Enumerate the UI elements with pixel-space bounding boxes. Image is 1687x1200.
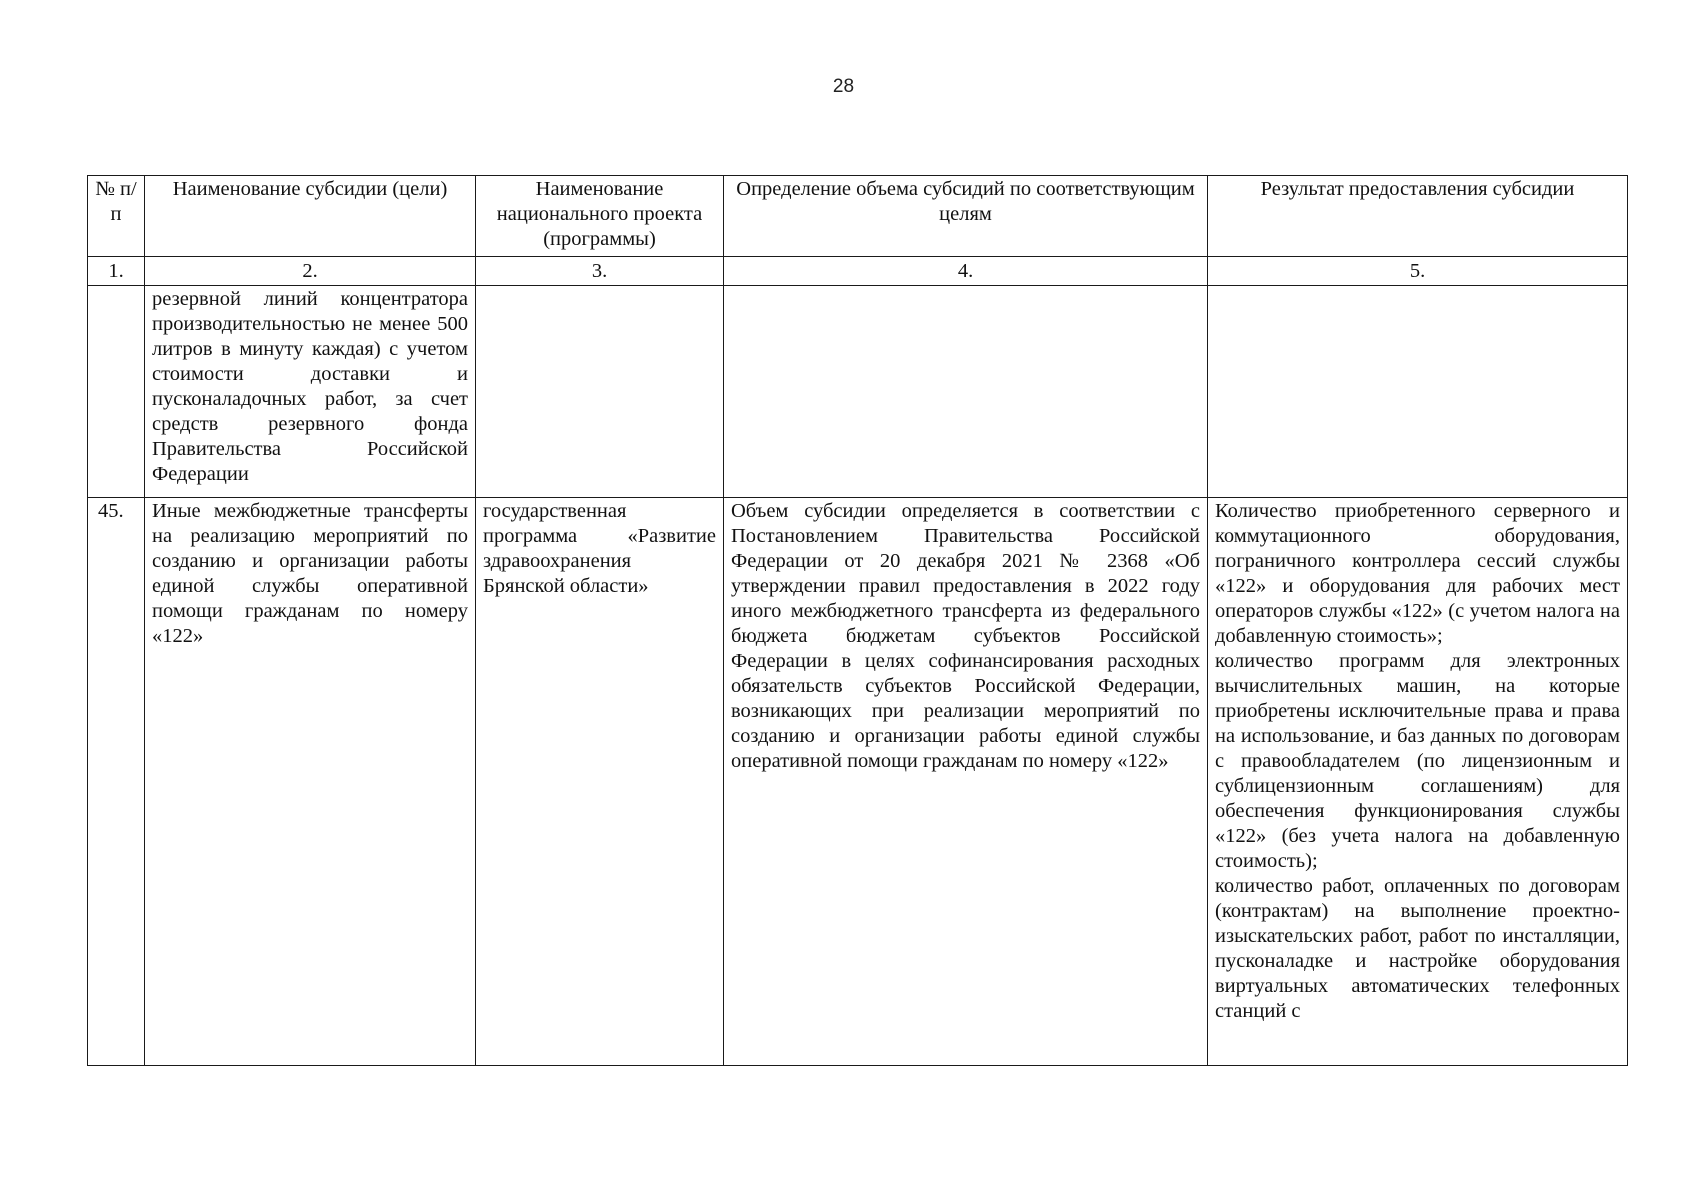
table-row-45 — [88, 498, 1628, 1066]
cell-subsidy-name: резервной линий концентратора производительностью не менее 500 литров в минуту каждая) с учетом стоимости доставки и пусконаладочных работ, за счет средств резервного фонда Правительства Российской Федерации — [145, 286, 476, 498]
column-number: 4. — [724, 257, 1208, 286]
table-header-row — [88, 176, 1628, 257]
column-number: 3. — [476, 257, 724, 286]
header-volume-definition: Определение объема субсидий по соответствующим целям — [724, 176, 1208, 257]
column-number: 5. — [1208, 257, 1628, 286]
column-number: 1. — [88, 257, 145, 286]
cell-national-project — [476, 286, 724, 498]
subsidy-table — [87, 175, 1628, 1066]
column-number-row — [88, 257, 1628, 286]
result-paragraph: количество программ для электронных вычислительных машин, на которые приобретены исключительные права и права на использование, и баз данных по договорам с правообладателем (по лицензионным и сублицензионным соглашениям) для обеспечения функционирования службы «122» (без учета налога на добавленную стоимость); — [1215, 650, 1620, 872]
result-paragraph: Количество приобретенного серверного и коммутационного оборудования, пограничного контроллера сессий службы «122» и оборудования для рабочих мест операторов службы «122» (с учетом налога на добавленную стоимость»; — [1215, 500, 1620, 647]
cell-number — [88, 286, 145, 498]
cell-result — [1208, 286, 1628, 498]
cell-subsidy-name: Иные межбюджетные трансферты на реализацию мероприятий по созданию и организации работы единой службы оперативной помощи гражданам по номеру «122» — [145, 498, 476, 1066]
cell-number: 45. — [88, 498, 145, 1066]
header-subsidy-name: Наименование субсидии (цели) — [145, 176, 476, 257]
header-number: № п/п — [88, 176, 145, 257]
page-number: 28 — [832, 76, 855, 97]
table-row-continued — [88, 286, 1628, 498]
cell-national-project: государственная программа «Развитие здравоохранения Брянской области» — [476, 498, 724, 1066]
cell-volume-definition: Объем субсидии определяется в соответствии с Постановлением Правительства Российской Федерации от 20 декабря 2021 № 2368 «Об утверждении правил предоставления в 2022 году иного межбюджетного трансферта из федерального бюджета бюджетам субъектов Российской Федерации в целях софинансирования расходных обязательств субъектов Российской Федерации, возникающих при реализации мероприятий по созданию и организации работы единой службы оперативной помощи гражданам по номеру «122» — [724, 498, 1208, 1066]
cell-volume-definition — [724, 286, 1208, 498]
column-number: 2. — [145, 257, 476, 286]
header-national-project: Наименование национального проекта (программы) — [476, 176, 724, 257]
cell-result — [1208, 498, 1628, 1066]
result-paragraph: количество работ, оплаченных по договорам (контрактам) на выполнение проектно-изыскательских работ, работ по инсталляции, пусконаладке и настройке оборудования виртуальных автоматических телефонных станций с — [1215, 875, 1620, 1022]
header-result: Результат предоставления субсидии — [1208, 176, 1628, 257]
